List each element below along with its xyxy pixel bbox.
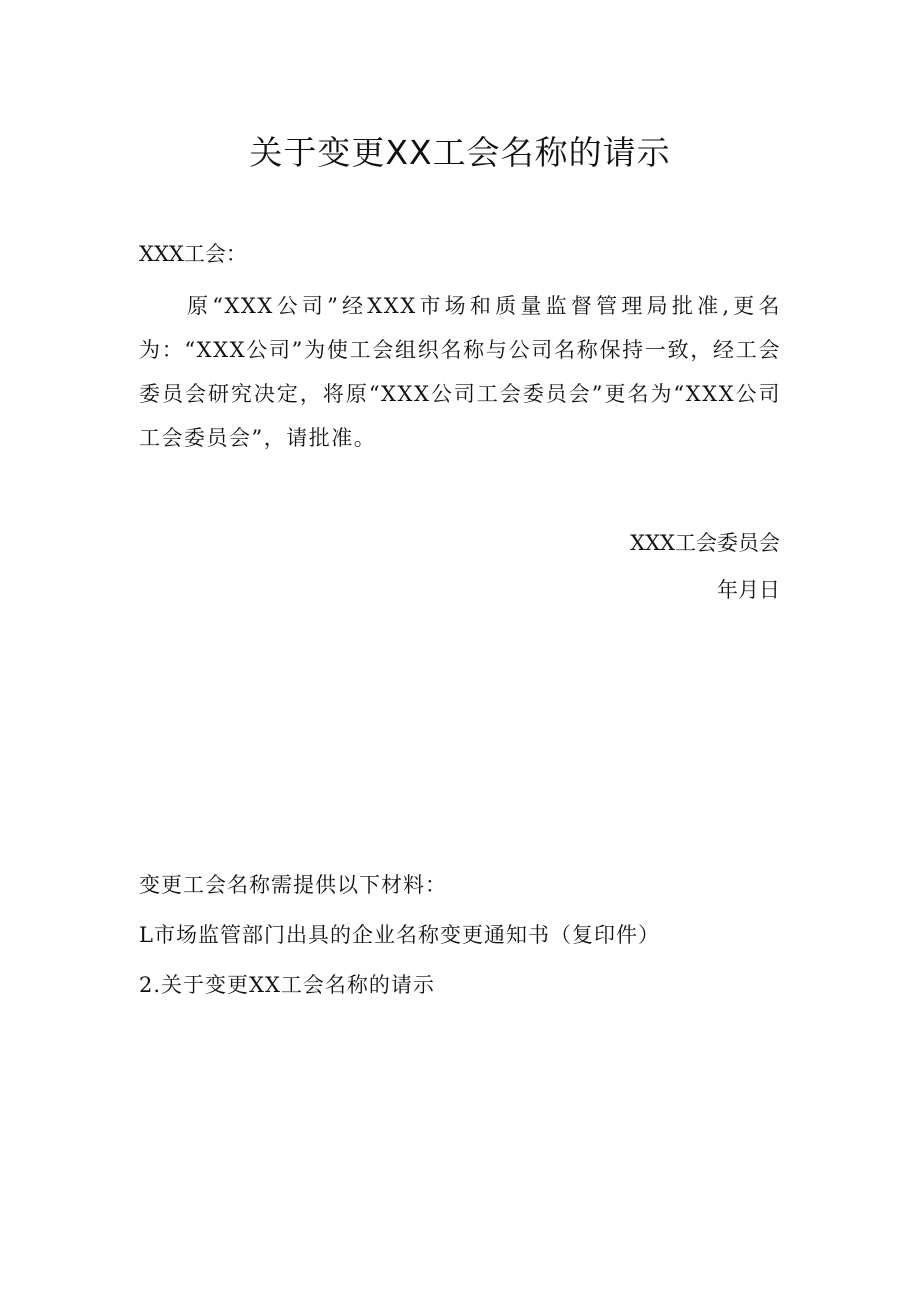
- materials-heading: 变更工会名称需提供以下材料：: [139, 873, 447, 897]
- materials-item: 2.关于变更XX工会名称的请示: [139, 973, 435, 997]
- request-body-paragraph: 原“XXX公司”经XXX市场和质量监督管理局批准,更名为：“XXX公司”为使工会组织名称与公司名称保持一致，经工会委员会研究决定，将原“XXX公司工会委员会”更名为“XXX公司工会委员会”，请批准。: [139, 294, 781, 450]
- signature-org: XXX工会委员会: [630, 531, 780, 555]
- materials-list: [139, 919, 781, 1019]
- salutation: XXX工会：: [139, 242, 247, 266]
- materials-section: [139, 869, 781, 1019]
- document-title: 关于变更XX工会名称的请示: [249, 133, 671, 172]
- signature-date: 年月日: [717, 578, 780, 602]
- materials-item: L市场监管部门出具的企业名称变更通知书（复印件）: [139, 923, 660, 947]
